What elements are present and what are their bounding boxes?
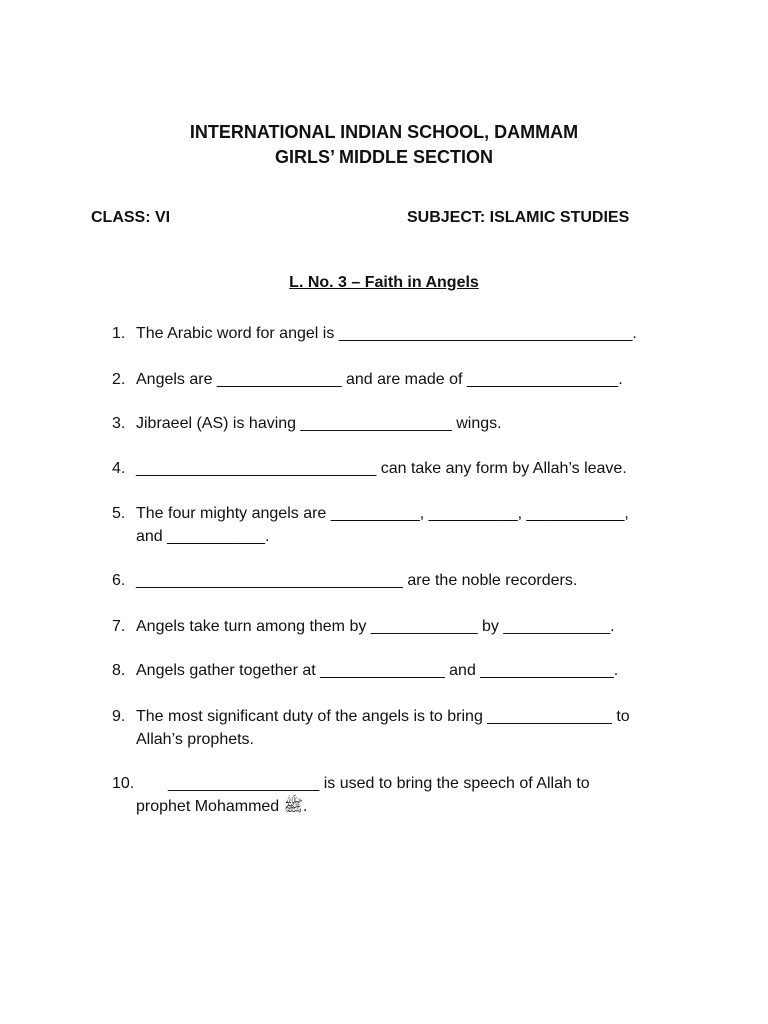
question-item xyxy=(112,569,692,592)
question-text: Angels take turn among them by ____________ by ____________. xyxy=(136,618,615,635)
question-item xyxy=(112,502,692,548)
school-name: INTERNATIONAL INDIAN SCHOOL, DAMMAM xyxy=(189,122,579,142)
question-item xyxy=(112,659,692,682)
question-item xyxy=(112,322,692,345)
section-name: GIRLS’ MIDDLE SECTION xyxy=(274,147,493,167)
question-number: 3. xyxy=(112,415,126,432)
question-number: 4. xyxy=(112,460,126,477)
subject-label: SUBJECT: ISLAMIC STUDIES xyxy=(407,209,630,226)
question-item xyxy=(112,615,692,638)
question-number: 10. xyxy=(112,775,135,792)
class-label: CLASS: VI xyxy=(91,209,171,226)
question-number: 5. xyxy=(112,505,126,522)
question-text-continued: prophet Mohammed ﷺ. xyxy=(136,798,308,815)
question-item xyxy=(112,412,692,435)
school-header xyxy=(0,120,768,170)
question-number: 8. xyxy=(112,662,126,679)
question-text: The most significant duty of the angels is to bring ______________ to Allah’s prophets. xyxy=(136,708,630,748)
question-number: 9. xyxy=(112,708,126,725)
question-text: Angels are ______________ and are made of _________________. xyxy=(136,371,623,388)
question-text: The four mighty angels are __________, __________, ___________, and ___________. xyxy=(136,505,629,545)
question-number: 1. xyxy=(112,325,126,342)
question-text: Angels gather together at ______________ and _______________. xyxy=(136,662,619,679)
question-item xyxy=(112,772,692,818)
question-text: ______________________________ are the noble recorders. xyxy=(136,572,578,589)
question-text: Jibraeel (AS) is having _________________ wings. xyxy=(136,415,502,432)
question-number: 6. xyxy=(112,572,126,589)
question-text: The Arabic word for angel is _________________________________. xyxy=(136,325,637,342)
question-number: 2. xyxy=(112,371,126,388)
question-item xyxy=(112,368,692,391)
question-text: _________________ is used to bring the speech of Allah to xyxy=(168,775,590,792)
question-item xyxy=(112,705,692,751)
lesson-title: L. No. 3 – Faith in Angels xyxy=(289,274,479,291)
question-item xyxy=(112,457,692,480)
question-text: ___________________________ can take any form by Allah’s leave. xyxy=(136,460,627,477)
question-number: 7. xyxy=(112,618,126,635)
